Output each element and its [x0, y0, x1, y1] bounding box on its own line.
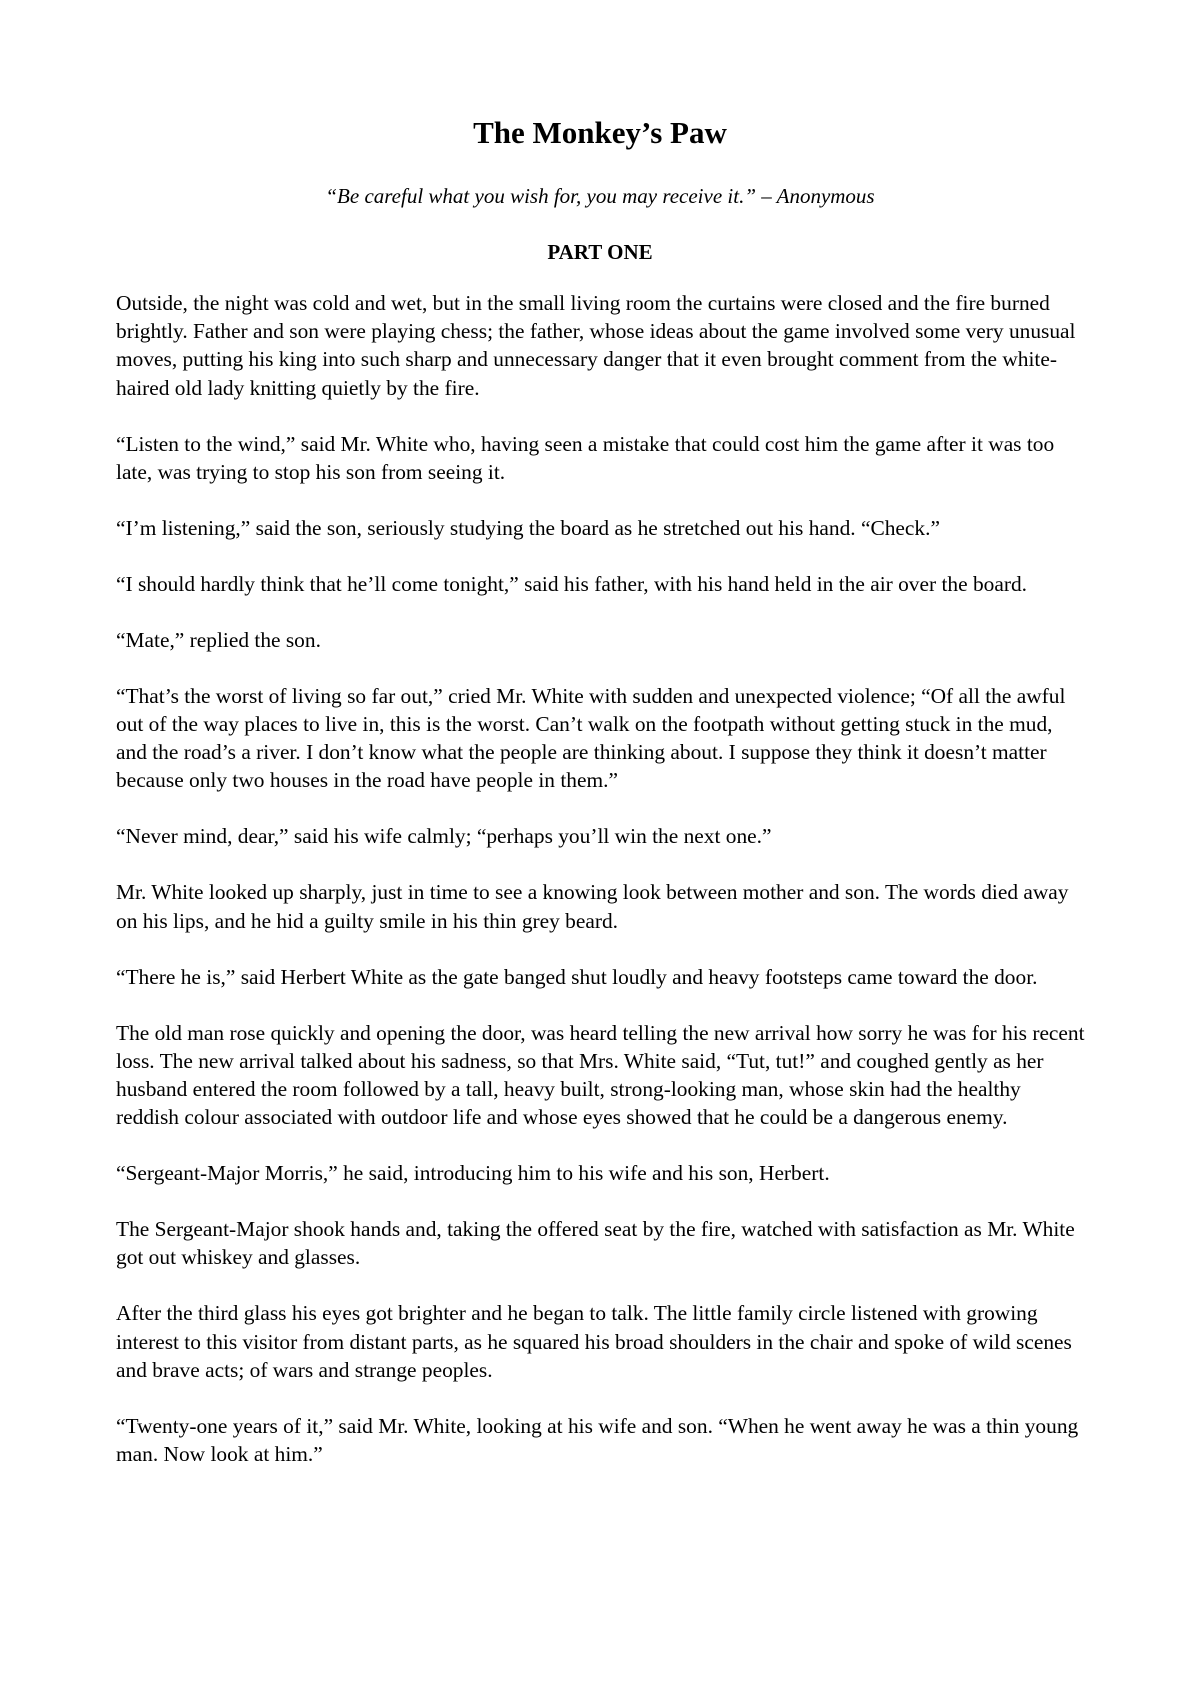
paragraph: Outside, the night was cold and wet, but in the small living room the curtains were closed and the fire burned brightly. Father and son were playing chess; the father, whose ideas about the game involved some very unusual moves, putting his king into such sharp and unnecessary danger that it even brought comment from the white-haired old lady knitting quietly by the fire. [116, 291, 1076, 400]
paragraph: “Twenty-one years of it,” said Mr. White, looking at his wife and son. “When he went away he was a thin young man. Now look at him.” [116, 1413, 1079, 1467]
epigraph: “Be careful what you wish for, you may receive it.” – Anonymous [325, 184, 875, 208]
paragraph: “Mate,” replied the son. [116, 627, 321, 652]
paragraph: “I’m listening,” said the son, seriously studying the board as he stretched out his hand. “Check.” [116, 515, 940, 540]
paragraph: “Listen to the wind,” said Mr. White who, having seen a mistake that could cost him the game after it was too late, was trying to stop his son from seeing it. [116, 431, 1055, 484]
paragraph: “There he is,” said Herbert White as the gate banged shut loudly and heavy footsteps came toward the door. [116, 964, 1038, 989]
page-title: The Monkey’s Paw [473, 115, 727, 150]
paragraph: The Sergeant-Major shook hands and, taking the offered seat by the fire, watched with satisfaction as Mr. White got out whiskey and glasses. [116, 1217, 1075, 1270]
paragraph: “Never mind, dear,” said his wife calmly; “perhaps you’ll win the next one.” [116, 824, 772, 849]
paragraph: After the third glass his eyes got brighter and he began to talk. The little family circle listened with growing interest to this visitor from distant parts, as he squared his broad shoulders in the chair and spoke of wild scenes and brave acts; of wars and strange peoples. [116, 1301, 1072, 1382]
part-heading: PART ONE [547, 240, 653, 264]
paragraph: Mr. White looked up sharply, just in time to see a knowing look between mother and son. The words died away on his lips, and he hid a guilty smile in his thin grey beard. [116, 880, 1069, 933]
story-body [116, 289, 1088, 1496]
paragraph: “I should hardly think that he’ll come tonight,” said his father, with his hand held in the air over the board. [116, 571, 1027, 596]
paragraph: The old man rose quickly and opening the door, was heard telling the new arrival how sorry he was for his recent loss. The new arrival talked about his sadness, so that Mrs. White said, “Tut, tut!” and coughed gently as her husband entered the room followed by a tall, heavy built, strong-looking man, whose skin had the healthy reddish colour associated with outdoor life and whose eyes showed that he could be a dangerous enemy. [116, 1020, 1085, 1130]
paragraph: “That’s the worst of living so far out,” cried Mr. White with sudden and unexpected violence; “Of all the awful out of the way places to live in, this is the worst. Can’t walk on the footpath without getting stuck in the mud, and the road’s a river. I don’t know what the people are thinking about. I suppose they think it doesn’t matter because only two houses in the road have people in them.” [116, 683, 1066, 793]
paragraph: “Sergeant-Major Morris,” he said, introducing him to his wife and his son, Herbert. [116, 1161, 830, 1186]
